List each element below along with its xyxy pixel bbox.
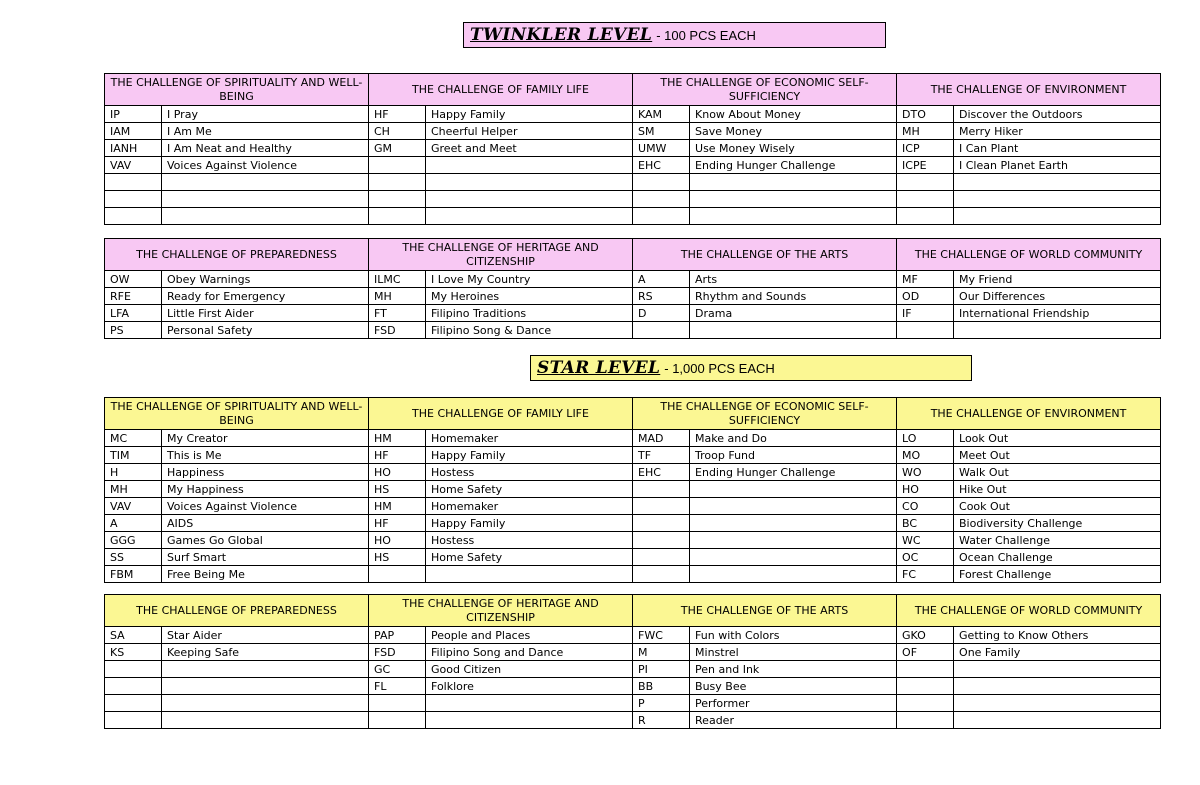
badge-name: My Friend bbox=[954, 271, 1161, 288]
badge-name: Biodiversity Challenge bbox=[954, 515, 1161, 532]
badge-code: LO bbox=[897, 430, 954, 447]
table-row bbox=[105, 157, 1161, 174]
challenge-header: THE CHALLENGE OF ECONOMIC SELF-SUFFICIENCY bbox=[633, 398, 897, 430]
badge-name: Happy Family bbox=[426, 515, 633, 532]
table-row bbox=[105, 695, 1161, 712]
badge-code bbox=[633, 532, 690, 549]
badge-name bbox=[162, 695, 369, 712]
twinkler-level-title: TWINKLER LEVEL bbox=[470, 25, 653, 45]
badge-code bbox=[105, 208, 162, 225]
badge-code bbox=[633, 481, 690, 498]
badge-code: A bbox=[633, 271, 690, 288]
badge-name: This is Me bbox=[162, 447, 369, 464]
challenge-header: THE CHALLENGE OF HERITAGE AND CITIZENSHIP bbox=[369, 595, 633, 627]
badge-code: EHC bbox=[633, 157, 690, 174]
badge-name: Obey Warnings bbox=[162, 271, 369, 288]
table-row bbox=[105, 288, 1161, 305]
badge-code: MAD bbox=[633, 430, 690, 447]
badge-name: People and Places bbox=[426, 627, 633, 644]
challenge-header: THE CHALLENGE OF WORLD COMMUNITY bbox=[897, 239, 1161, 271]
challenge-header: THE CHALLENGE OF SPIRITUALITY AND WELL-BEING bbox=[105, 398, 369, 430]
challenge-header: THE CHALLENGE OF THE ARTS bbox=[633, 239, 897, 271]
badge-code: H bbox=[105, 464, 162, 481]
table-row bbox=[105, 532, 1161, 549]
badge-name: Water Challenge bbox=[954, 532, 1161, 549]
badge-name: Ready for Emergency bbox=[162, 288, 369, 305]
badge-name: Meet Out bbox=[954, 447, 1161, 464]
badge-code bbox=[897, 208, 954, 225]
badge-name: Look Out bbox=[954, 430, 1161, 447]
badge-code bbox=[105, 712, 162, 729]
badge-code: GC bbox=[369, 661, 426, 678]
badge-code: PS bbox=[105, 322, 162, 339]
badge-name bbox=[690, 515, 897, 532]
table-row bbox=[105, 661, 1161, 678]
badge-code: FSD bbox=[369, 322, 426, 339]
badge-name bbox=[162, 208, 369, 225]
badge-code bbox=[105, 174, 162, 191]
badge-name: I Am Me bbox=[162, 123, 369, 140]
badge-code: HS bbox=[369, 549, 426, 566]
badge-name: Surf Smart bbox=[162, 549, 369, 566]
badge-code: OF bbox=[897, 644, 954, 661]
badge-name: Reader bbox=[690, 712, 897, 729]
table-row bbox=[105, 106, 1161, 123]
challenge-header: THE CHALLENGE OF HERITAGE AND CITIZENSHIP bbox=[369, 239, 633, 271]
badge-code: SM bbox=[633, 123, 690, 140]
badge-code bbox=[105, 661, 162, 678]
badge-name bbox=[690, 322, 897, 339]
badge-code: ICPE bbox=[897, 157, 954, 174]
badge-code: HO bbox=[369, 464, 426, 481]
table-row bbox=[105, 464, 1161, 481]
table-row bbox=[105, 644, 1161, 661]
badge-code: RFE bbox=[105, 288, 162, 305]
badge-code bbox=[633, 191, 690, 208]
badge-code bbox=[897, 661, 954, 678]
badge-code: DTO bbox=[897, 106, 954, 123]
badge-name: Rhythm and Sounds bbox=[690, 288, 897, 305]
badge-name: International Friendship bbox=[954, 305, 1161, 322]
badge-name: Folklore bbox=[426, 678, 633, 695]
badge-name bbox=[162, 174, 369, 191]
challenge-header: THE CHALLENGE OF THE ARTS bbox=[633, 595, 897, 627]
badge-code: UMW bbox=[633, 140, 690, 157]
header-row bbox=[105, 398, 1161, 430]
badge-name: Free Being Me bbox=[162, 566, 369, 583]
badge-code bbox=[897, 695, 954, 712]
badge-code: TIM bbox=[105, 447, 162, 464]
twinkler-table-2 bbox=[104, 238, 1161, 339]
badge-code: MO bbox=[897, 447, 954, 464]
badge-name: Use Money Wisely bbox=[690, 140, 897, 157]
badge-name bbox=[426, 566, 633, 583]
badge-name: I Pray bbox=[162, 106, 369, 123]
badge-code: BC bbox=[897, 515, 954, 532]
badge-name bbox=[954, 174, 1161, 191]
badge-code bbox=[369, 174, 426, 191]
badge-name: Pen and Ink bbox=[690, 661, 897, 678]
badge-code bbox=[897, 191, 954, 208]
badge-code: SA bbox=[105, 627, 162, 644]
badge-name: Keeping Safe bbox=[162, 644, 369, 661]
badge-name: Hike Out bbox=[954, 481, 1161, 498]
badge-code: RS bbox=[633, 288, 690, 305]
badge-name bbox=[690, 191, 897, 208]
badge-code bbox=[897, 678, 954, 695]
badge-code bbox=[897, 174, 954, 191]
badge-name bbox=[690, 549, 897, 566]
badge-name: Performer bbox=[690, 695, 897, 712]
badge-name bbox=[690, 566, 897, 583]
badge-name: Hostess bbox=[426, 532, 633, 549]
badge-name: Forest Challenge bbox=[954, 566, 1161, 583]
badge-code: BB bbox=[633, 678, 690, 695]
badge-name: I Am Neat and Healthy bbox=[162, 140, 369, 157]
badge-name: Make and Do bbox=[690, 430, 897, 447]
challenge-header: THE CHALLENGE OF SPIRITUALITY AND WELL-BEING bbox=[105, 74, 369, 106]
challenge-header: THE CHALLENGE OF ECONOMIC SELF-SUFFICIENCY bbox=[633, 74, 897, 106]
table-row bbox=[105, 549, 1161, 566]
badge-name: Little First Aider bbox=[162, 305, 369, 322]
header-row bbox=[105, 74, 1161, 106]
badge-name bbox=[690, 498, 897, 515]
table-row bbox=[105, 447, 1161, 464]
badge-code bbox=[633, 208, 690, 225]
challenge-header: THE CHALLENGE OF WORLD COMMUNITY bbox=[897, 595, 1161, 627]
badge-code: MH bbox=[369, 288, 426, 305]
badge-code: HM bbox=[369, 498, 426, 515]
badge-code: FC bbox=[897, 566, 954, 583]
header-row bbox=[105, 239, 1161, 271]
table-row bbox=[105, 174, 1161, 191]
badge-name: Filipino Traditions bbox=[426, 305, 633, 322]
badge-code: VAV bbox=[105, 498, 162, 515]
badge-name: Discover the Outdoors bbox=[954, 106, 1161, 123]
badge-code: IANH bbox=[105, 140, 162, 157]
badge-name: Filipino Song & Dance bbox=[426, 322, 633, 339]
badge-name: Minstrel bbox=[690, 644, 897, 661]
table-row bbox=[105, 498, 1161, 515]
table-row bbox=[105, 566, 1161, 583]
badge-code: KS bbox=[105, 644, 162, 661]
challenge-header: THE CHALLENGE OF ENVIRONMENT bbox=[897, 74, 1161, 106]
badge-code: EHC bbox=[633, 464, 690, 481]
table-row bbox=[105, 140, 1161, 157]
table-row bbox=[105, 208, 1161, 225]
badge-code: HO bbox=[897, 481, 954, 498]
badge-name bbox=[426, 174, 633, 191]
badge-name bbox=[426, 208, 633, 225]
badge-name: Good Citizen bbox=[426, 661, 633, 678]
badge-code: IF bbox=[897, 305, 954, 322]
badge-name: Troop Fund bbox=[690, 447, 897, 464]
badge-name bbox=[690, 174, 897, 191]
badge-name: Voices Against Violence bbox=[162, 157, 369, 174]
badge-code bbox=[633, 174, 690, 191]
badge-code: IP bbox=[105, 106, 162, 123]
badge-name: Homemaker bbox=[426, 430, 633, 447]
badge-name: Homemaker bbox=[426, 498, 633, 515]
badge-code: HF bbox=[369, 106, 426, 123]
badge-code: IAM bbox=[105, 123, 162, 140]
badge-code: KAM bbox=[633, 106, 690, 123]
badge-name: I Can Plant bbox=[954, 140, 1161, 157]
star-table-2 bbox=[104, 594, 1161, 729]
badge-name: Drama bbox=[690, 305, 897, 322]
badge-code: M bbox=[633, 644, 690, 661]
badge-code: HM bbox=[369, 430, 426, 447]
badge-name: Save Money bbox=[690, 123, 897, 140]
badge-code bbox=[633, 566, 690, 583]
badge-code: GM bbox=[369, 140, 426, 157]
badge-name: Busy Bee bbox=[690, 678, 897, 695]
badge-code: CH bbox=[369, 123, 426, 140]
badge-name bbox=[426, 695, 633, 712]
header-row bbox=[105, 595, 1161, 627]
badge-name: I Love My Country bbox=[426, 271, 633, 288]
badge-code: HF bbox=[369, 447, 426, 464]
badge-name: Hostess bbox=[426, 464, 633, 481]
table-row bbox=[105, 515, 1161, 532]
challenge-header: THE CHALLENGE OF PREPAREDNESS bbox=[105, 595, 369, 627]
badge-code bbox=[369, 157, 426, 174]
badge-name: Merry Hiker bbox=[954, 123, 1161, 140]
badge-code: OD bbox=[897, 288, 954, 305]
badge-name bbox=[426, 191, 633, 208]
badge-name: Fun with Colors bbox=[690, 627, 897, 644]
badge-name bbox=[162, 661, 369, 678]
table-row bbox=[105, 481, 1161, 498]
badge-code: OW bbox=[105, 271, 162, 288]
table-row bbox=[105, 123, 1161, 140]
badge-name bbox=[954, 322, 1161, 339]
badge-name: Walk Out bbox=[954, 464, 1161, 481]
table-row bbox=[105, 305, 1161, 322]
badge-name bbox=[954, 191, 1161, 208]
badge-name bbox=[954, 695, 1161, 712]
badge-name bbox=[954, 678, 1161, 695]
twinkler-level-qty: - 100 PCS EACH bbox=[656, 27, 756, 43]
challenge-header: THE CHALLENGE OF FAMILY LIFE bbox=[369, 74, 633, 106]
table-row bbox=[105, 627, 1161, 644]
table-row bbox=[105, 712, 1161, 729]
badge-name bbox=[426, 157, 633, 174]
badge-code: ILMC bbox=[369, 271, 426, 288]
table-row bbox=[105, 430, 1161, 447]
table-row bbox=[105, 322, 1161, 339]
badge-code bbox=[897, 712, 954, 729]
badge-name: Cheerful Helper bbox=[426, 123, 633, 140]
badge-code: TF bbox=[633, 447, 690, 464]
badge-code bbox=[105, 695, 162, 712]
badge-code: FT bbox=[369, 305, 426, 322]
badge-code bbox=[369, 712, 426, 729]
badge-code: WO bbox=[897, 464, 954, 481]
badge-name: One Family bbox=[954, 644, 1161, 661]
table-row bbox=[105, 271, 1161, 288]
badge-code bbox=[105, 191, 162, 208]
badge-code: GKO bbox=[897, 627, 954, 644]
badge-name: My Heroines bbox=[426, 288, 633, 305]
badge-code: ICP bbox=[897, 140, 954, 157]
badge-code bbox=[369, 191, 426, 208]
badge-name: Voices Against Violence bbox=[162, 498, 369, 515]
star-level-title: STAR LEVEL bbox=[537, 358, 661, 378]
badge-name: Ending Hunger Challenge bbox=[690, 464, 897, 481]
badge-name: Getting to Know Others bbox=[954, 627, 1161, 644]
badge-code bbox=[369, 695, 426, 712]
badge-code: R bbox=[633, 712, 690, 729]
challenge-header: THE CHALLENGE OF ENVIRONMENT bbox=[897, 398, 1161, 430]
badge-name: Cook Out bbox=[954, 498, 1161, 515]
star-level-qty: - 1,000 PCS EACH bbox=[664, 360, 775, 376]
badge-name: Filipino Song and Dance bbox=[426, 644, 633, 661]
badge-code: MC bbox=[105, 430, 162, 447]
badge-code: HS bbox=[369, 481, 426, 498]
badge-name bbox=[162, 191, 369, 208]
badge-name bbox=[690, 208, 897, 225]
twinkler-level-banner bbox=[463, 22, 886, 48]
badge-name bbox=[690, 481, 897, 498]
badge-name: Our Differences bbox=[954, 288, 1161, 305]
star-level-banner bbox=[530, 355, 972, 381]
badge-code: WC bbox=[897, 532, 954, 549]
badge-name: Arts bbox=[690, 271, 897, 288]
badge-code bbox=[369, 208, 426, 225]
badge-code: P bbox=[633, 695, 690, 712]
badge-code: SS bbox=[105, 549, 162, 566]
badge-name: Home Safety bbox=[426, 481, 633, 498]
badge-name: Games Go Global bbox=[162, 532, 369, 549]
badge-name bbox=[426, 712, 633, 729]
badge-name bbox=[954, 208, 1161, 225]
badge-name: Know About Money bbox=[690, 106, 897, 123]
badge-name: I Clean Planet Earth bbox=[954, 157, 1161, 174]
badge-code: MH bbox=[897, 123, 954, 140]
challenge-header: THE CHALLENGE OF FAMILY LIFE bbox=[369, 398, 633, 430]
badge-name bbox=[162, 678, 369, 695]
badge-name bbox=[162, 712, 369, 729]
badge-code bbox=[369, 566, 426, 583]
badge-code: OC bbox=[897, 549, 954, 566]
badge-code: PAP bbox=[369, 627, 426, 644]
badge-code: FL bbox=[369, 678, 426, 695]
badge-name: My Creator bbox=[162, 430, 369, 447]
badge-name: Ending Hunger Challenge bbox=[690, 157, 897, 174]
badge-name: Home Safety bbox=[426, 549, 633, 566]
badge-code: D bbox=[633, 305, 690, 322]
badge-name: My Happiness bbox=[162, 481, 369, 498]
table-row bbox=[105, 678, 1161, 695]
badge-code bbox=[633, 549, 690, 566]
badge-code bbox=[633, 498, 690, 515]
badge-code: MF bbox=[897, 271, 954, 288]
badge-code: LFA bbox=[105, 305, 162, 322]
badge-name: Happy Family bbox=[426, 447, 633, 464]
badge-name: Greet and Meet bbox=[426, 140, 633, 157]
twinkler-table-1 bbox=[104, 73, 1161, 225]
badge-code bbox=[633, 322, 690, 339]
badge-code bbox=[633, 515, 690, 532]
badge-name: Happy Family bbox=[426, 106, 633, 123]
badge-code: A bbox=[105, 515, 162, 532]
badge-code: HO bbox=[369, 532, 426, 549]
badge-name bbox=[954, 661, 1161, 678]
badge-code: VAV bbox=[105, 157, 162, 174]
star-table-1 bbox=[104, 397, 1161, 583]
badge-code bbox=[897, 322, 954, 339]
badge-code: FBM bbox=[105, 566, 162, 583]
challenge-header: THE CHALLENGE OF PREPAREDNESS bbox=[105, 239, 369, 271]
badge-code: PI bbox=[633, 661, 690, 678]
badge-code: GGG bbox=[105, 532, 162, 549]
badge-code bbox=[105, 678, 162, 695]
badge-code: CO bbox=[897, 498, 954, 515]
badge-name bbox=[690, 532, 897, 549]
table-row bbox=[105, 191, 1161, 208]
badge-name: Ocean Challenge bbox=[954, 549, 1161, 566]
badge-code: MH bbox=[105, 481, 162, 498]
badge-name: AIDS bbox=[162, 515, 369, 532]
badge-code: FWC bbox=[633, 627, 690, 644]
badge-name: Happiness bbox=[162, 464, 369, 481]
badge-name: Personal Safety bbox=[162, 322, 369, 339]
badge-name: Star Aider bbox=[162, 627, 369, 644]
badge-code: FSD bbox=[369, 644, 426, 661]
badge-code: HF bbox=[369, 515, 426, 532]
badge-name bbox=[954, 712, 1161, 729]
